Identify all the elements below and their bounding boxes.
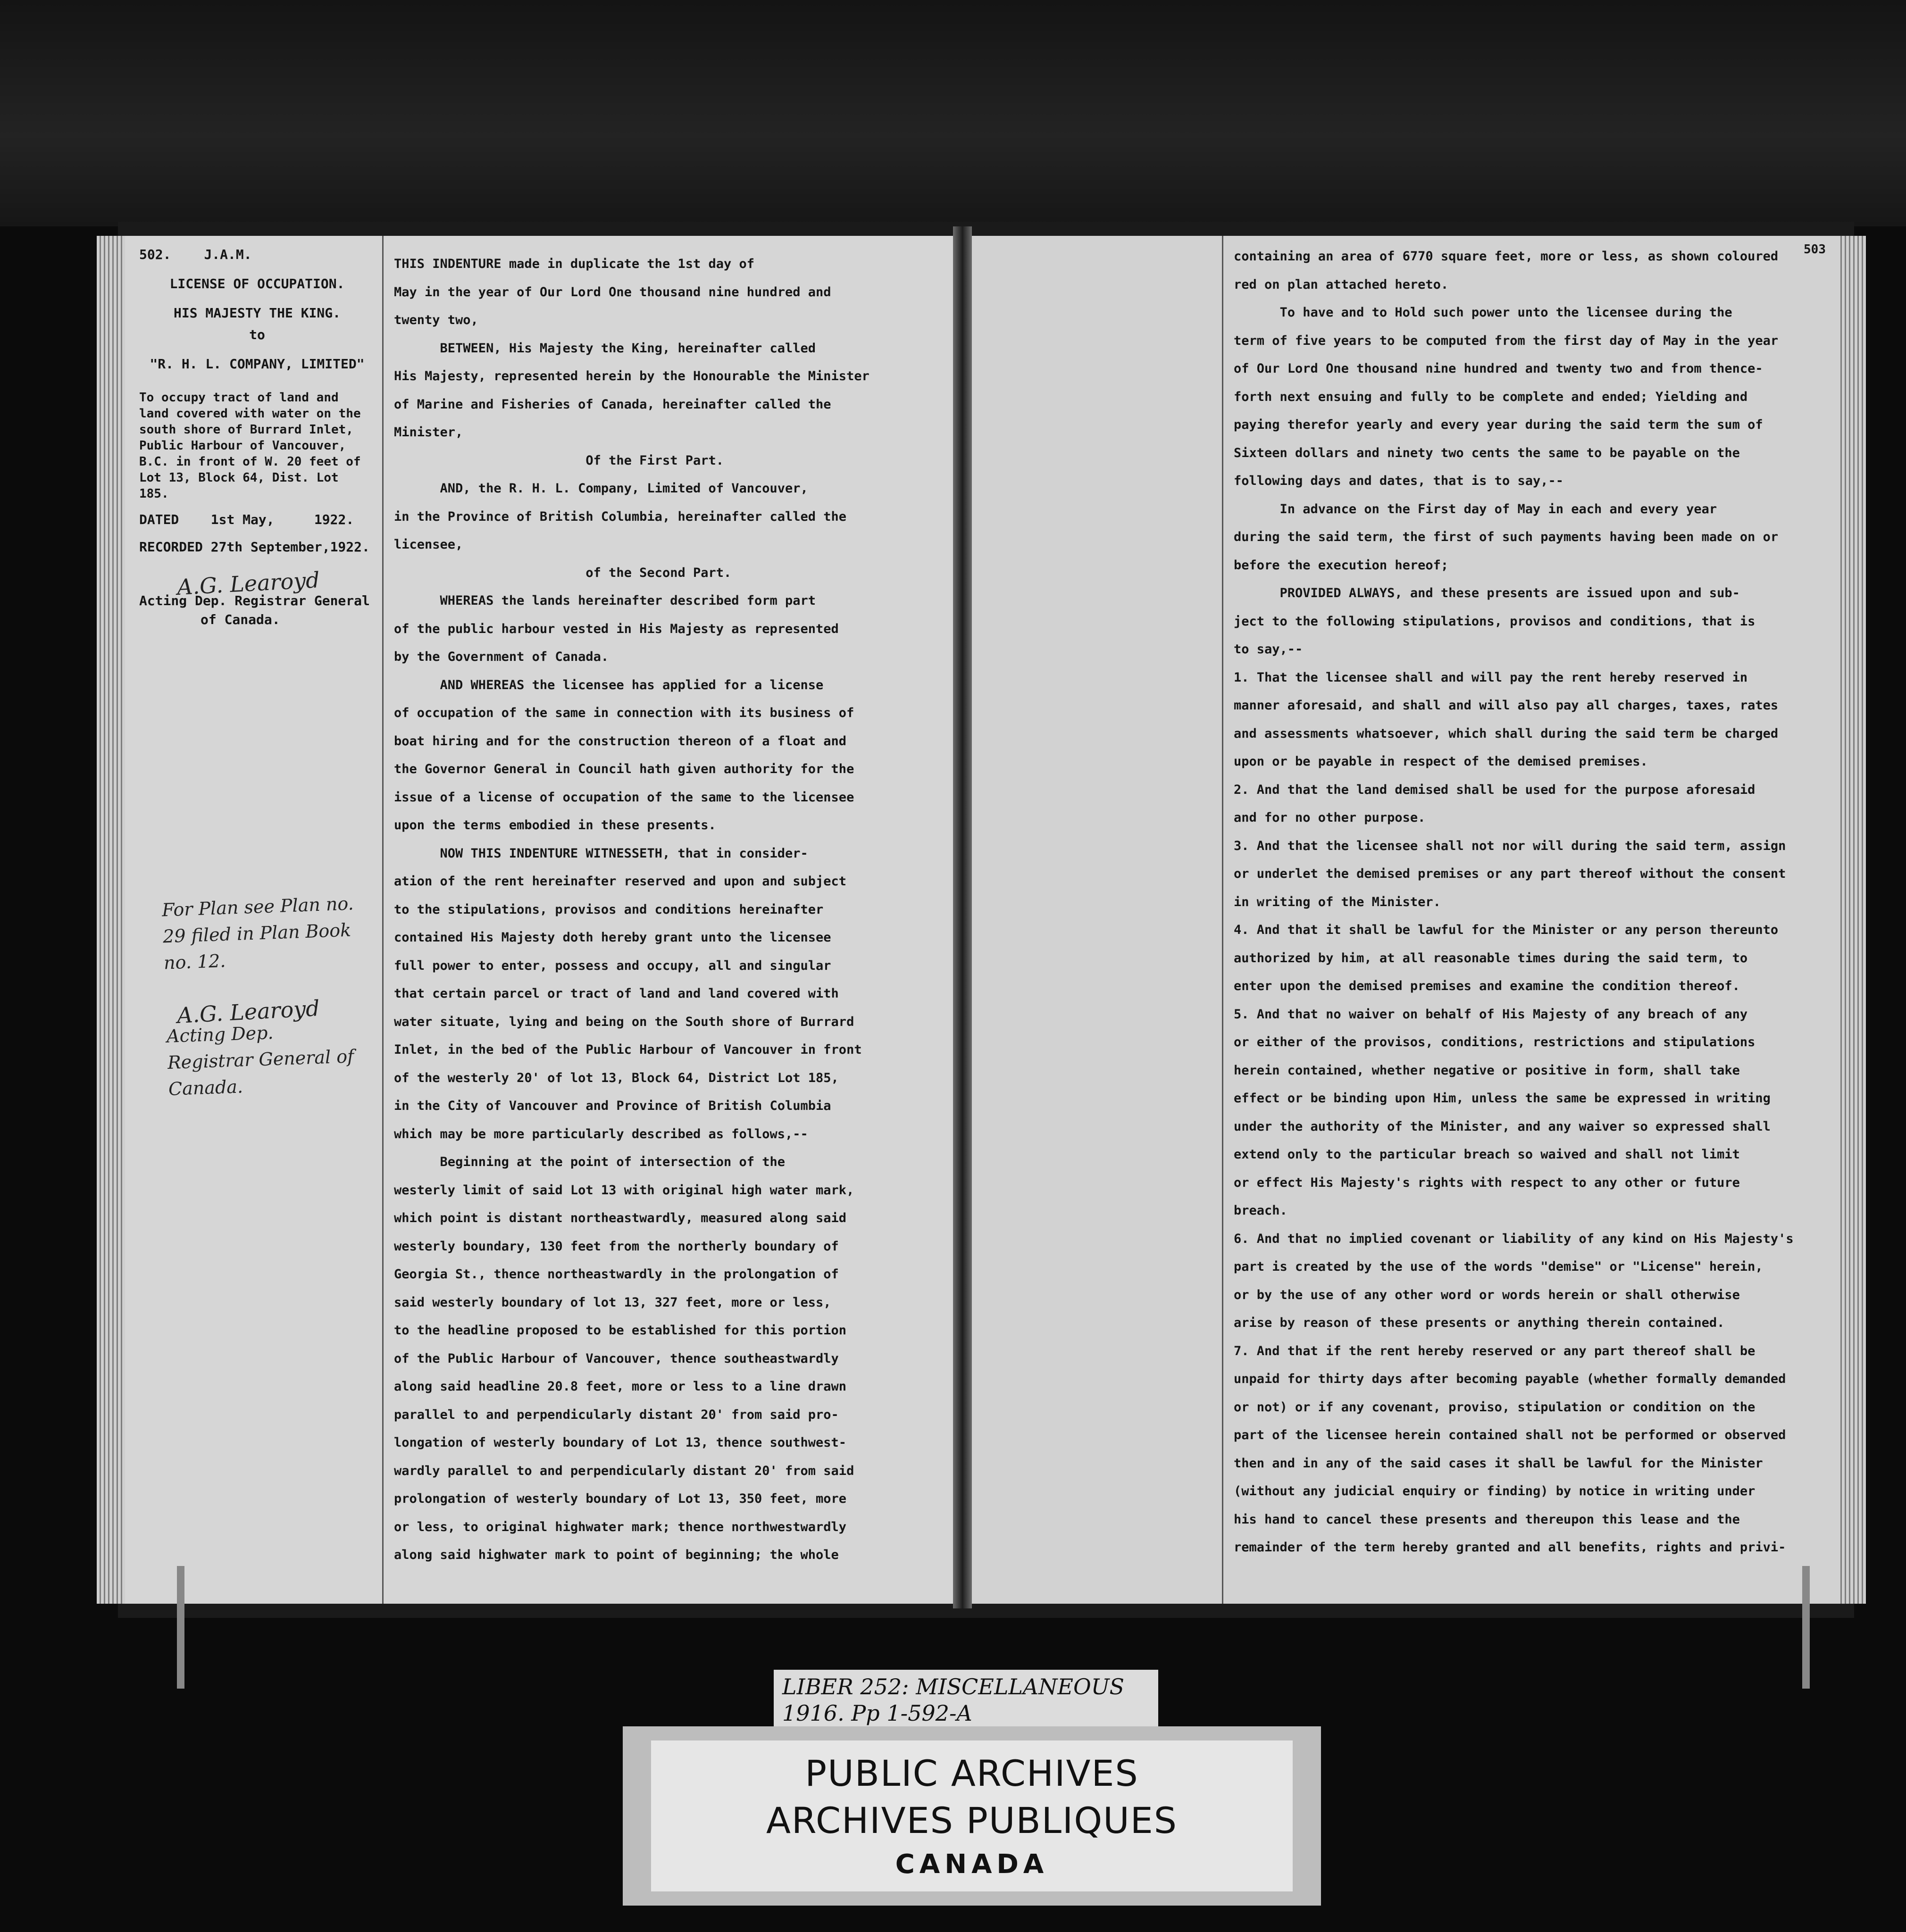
- liber-label-line1: LIBER 252: MISCELLANEOUS: [782, 1674, 1124, 1699]
- liber-label: [774, 1670, 1158, 1731]
- left-page: [125, 236, 953, 1604]
- document-summary: To occupy tract of land and land covered with water on the south shore of Burrard Inlet, Public Harbour of Vancouver, B.C. in front of W. 20 feet of Lot 13, Block 64, Dist. Lot 185.: [139, 391, 361, 501]
- page-clip-left: [177, 1566, 184, 1689]
- background-top: [0, 0, 1906, 226]
- left-margin-column: [139, 245, 375, 1099]
- dated-line: [139, 510, 375, 529]
- margin-rule: [1222, 236, 1223, 1604]
- party-two: "R. H. L. COMPANY, LIMITED": [150, 356, 365, 372]
- recorded-line: RECORDED 27th September,1922.: [139, 539, 370, 555]
- liber-label-line2: 1916. Pp 1-592-A: [782, 1700, 972, 1726]
- archives-country: CANADA: [895, 1849, 1049, 1880]
- right-page: [972, 236, 1840, 1604]
- archives-card: [623, 1726, 1321, 1906]
- archives-card-face: [651, 1740, 1293, 1891]
- left-page-edges: [97, 236, 125, 1604]
- signer-title: Acting Dep. Registrar General: [139, 593, 370, 608]
- registrar-signature-2: A.G. Learoyd: [176, 995, 320, 1028]
- dated-value: 1st May,: [210, 512, 275, 527]
- page-number: 503: [1804, 242, 1826, 257]
- book-gutter: [953, 226, 972, 1608]
- signer-title-handwritten: Acting Dep. Registrar General of Canada.: [166, 1022, 354, 1099]
- dated-label: DATED: [139, 512, 179, 527]
- signer-title-line2: of Canada.: [201, 612, 280, 627]
- plan-reference-note: For Plan see Plan no. 29 filed in Plan Book no. 12.: [161, 893, 354, 974]
- party-one: HIS MAJESTY THE KING.: [173, 305, 341, 321]
- indenture-text-continued: containing an area of 6770 square feet, more or less, as shown coloured red on plan attached hereto. To have and to Hold such power unto the licensee during the term of five years to be computed from the first day of May in the year of Our Lord One thousand nine hundred and twenty two and from thence- forth next ensuing and fully to be complete and ended; Yielding and paying therefor yearly and every year during the said term the sum of Sixteen dollars and ninety two cents the same to be payable on the following days and dates, that is to say,-- In advance on the First day of May in each and every year during the said term, the first of such payments having been made on or before the execution hereof; PROVIDED ALWAYS, and these presents are issued upon and sub- ject to the following stipulations, provisos and conditions, that is to say,-- 1. That the licensee shall and will pay the rent hereby reserved in manner aforesaid, and shall and will also pay all charges, taxes, rates and assessments whatsoever, which shall during the said term be charged upon or be payable in respect of the demised premises. 2. And that the land demised shall be used for the purpose aforesaid and for no other purpose. 3. And that the licensee shall not nor will during the said term, assign or underlet the demised premises or any part thereof without the consent in writing of the Minister. 4. And that it shall be lawful for the Minister or any person thereunto authorized by him, at all reasonable times during the said term, to enter upon the demised premises and examine the condition thereof. 5. And that no waiver on behalf of His Majesty of any breach of any or either of the provisos, conditions, restrictions and stipulations herein contained, whether negative or positive in form, shall take effect or be binding upon Him, unless the same be expressed in writing under the authority of the Minister, and any waiver so expressed shall extend only to the particular breach so waived and shall not limit or effect His Majesty's rights with respect to any other or future breach. 6. And that no implied covenant or liability of any kind on His Majesty's part is created by the use of the words "demise" or "License" herein, or by the use of any other word or words herein or shall otherwise arise by reason of these presents or anything therein contained. 7. And that if the rent hereby reserved or any part thereof shall be unpaid for thirty days after becoming payable (whether formally demanded or not) or if any covenant, proviso, stipulation or condition on the part of the licensee herein contained shall not be performed or observed then and in any of the said cases it shall be lawful for the Minister (without any judicial enquiry or finding) by notice in writing under his hand to cancel these presents and thereupon this lease and the remainder of the term hereby granted and all benefits, rights and privi-: [1234, 249, 1794, 1555]
- page-header: [139, 245, 375, 264]
- indenture-text: THIS INDENTURE made in duplicate the 1st day of May in the year of Our Lord One thousand nine hundred and twenty two, BETWEEN, His Majesty the King, hereinafter called His Majesty, represented herein by the Honourable the Minister of Marine and Fisheries of Canada, hereinafter called the Minister, Of the First Part. AND, the R. H. L. Company, Limited of Vancouver, in the Province of British Columbia, hereinafter called the licensee, of the Second Part. WHEREAS the lands hereinafter described form part of the public harbour vested in His Majesty as represented by the Government of Canada. AND WHEREAS the licensee has applied for a license of occupation of the same in connection with its business of boat hiring and for the construction thereon of a float and the Governor General in Council hath given authority for the issue of a license of occupation of the same to the licensee upon the terms embodied in these presents. NOW THIS INDENTURE WITNESSETH, that in consider- ation of the rent hereinafter reserved and upon and subject to the stipulations, provisos and conditions hereinafter contained His Majesty doth hereby grant unto the licensee full power to enter, possess and occupy, all and singular that certain parcel or tract of land and land covered with water situate, lying and being on the South shore of Burrard Inlet, in the bed of the Public Harbour of Vancouver in front of the westerly 20' of lot 13, Block 64, District Lot 185, in the City of Vancouver and Province of British Columbia which may be more particularly described as follows,-- Beginning at the point of intersection of the westerly limit of said Lot 13 with original high water mark, which point is distant northeastwardly, measured along said westerly boundary, 130 feet from the northerly boundary of Georgia St., thence northeastwardly in the prolongation of said westerly boundary of lot 13, 327 feet, more or less, to the headline proposed to be established for this portion of the Public Harbour of Vancouver, thence southeastwardly along said headline 20.8 feet, more or less to a line drawn parallel to and perpendicularly distant 20' from said pro- longation of westerly boundary of Lot 13, thence southwest- wardly parallel to and perpendicularly distant 20' from said prolongation of westerly boundary of Lot 13, 350 feet, more or less, to original highwater mark; thence northwestwardly along said highwater mark to point of beginning; the whole: [394, 257, 869, 1562]
- registrar-signature: A.G. Learoyd: [176, 567, 320, 600]
- archives-english: PUBLIC ARCHIVES: [805, 1752, 1139, 1794]
- right-page-edges: [1838, 236, 1866, 1604]
- clerk-initials: J.A.M.: [204, 247, 252, 262]
- document-type: LICENSE OF OCCUPATION.: [169, 276, 345, 291]
- margin-rule: [382, 236, 384, 1604]
- page-clip-right: [1802, 1566, 1810, 1689]
- dated-year: 1922.: [314, 512, 354, 527]
- page-number: 502.: [139, 247, 171, 262]
- party-separator: to: [249, 327, 265, 342]
- archives-french: ARCHIVES PUBLIQUES: [766, 1799, 1178, 1841]
